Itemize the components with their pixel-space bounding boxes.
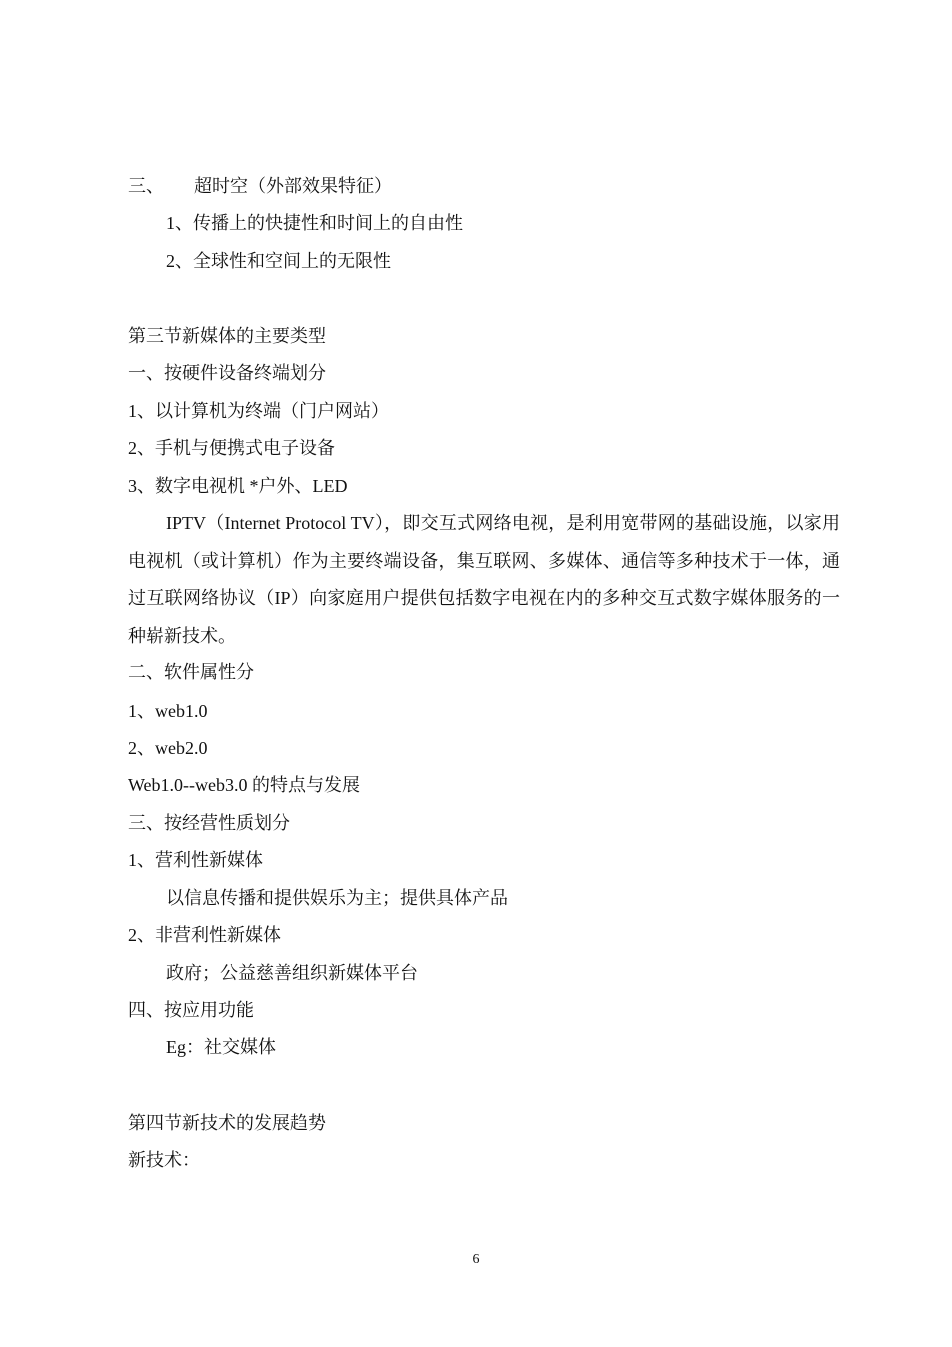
section-number: 三、 xyxy=(128,176,164,196)
list-item: 2、非营利性新媒体 xyxy=(128,925,281,945)
list-item: 2、web2.0 xyxy=(128,738,208,758)
section-heading xyxy=(128,174,392,198)
list-item: 2、全球性和空间上的无限性 xyxy=(166,251,391,271)
list-item-description: Eg：社交媒体 xyxy=(166,1037,276,1057)
list-item-description: 政府；公益慈善组织新媒体平台 xyxy=(166,963,418,983)
list-item: 1、传播上的快捷性和时间上的自由性 xyxy=(166,213,463,233)
list-item: 1、以计算机为终端（门户网站） xyxy=(128,401,389,421)
subsection-title: 新技术： xyxy=(128,1150,200,1170)
list-item: 1、web1.0 xyxy=(128,701,208,721)
page-number: 6 xyxy=(472,1252,480,1267)
list-item: 2、手机与便携式电子设备 xyxy=(128,438,335,458)
section-title: 超时空（外部效果特征） xyxy=(194,176,392,196)
chapter-title: 第三节新媒体的主要类型 xyxy=(128,326,326,346)
subsection-title: 四、按应用功能 xyxy=(128,1000,254,1020)
list-item: Web1.0--web3.0 的特点与发展 xyxy=(128,775,361,795)
chapter-title: 第四节新技术的发展趋势 xyxy=(128,1113,326,1133)
subsection-title: 一、按硬件设备终端划分 xyxy=(128,363,326,383)
subsection-title: 三、按经营性质划分 xyxy=(128,813,290,833)
iptv-paragraph: IPTV（Internet Protocol TV），即交互式网络电视，是利用宽带网的基础设施，以家用电视机（或计算机）作为主要终端设备，集互联网、多媒体、通信等多种技术于一体，通过互联网络协议（IP）向家庭用户提供包括数字电视在内的多种交互式数字媒体服务的一种崭新技术。 xyxy=(128,513,840,646)
list-item-description: 以信息传播和提供娱乐为主；提供具体产品 xyxy=(166,888,508,908)
list-item: 1、营利性新媒体 xyxy=(128,850,263,870)
subsection-title: 二、软件属性分 xyxy=(128,662,254,682)
list-item: 3、数字电视机 *户外、LED xyxy=(128,476,348,496)
